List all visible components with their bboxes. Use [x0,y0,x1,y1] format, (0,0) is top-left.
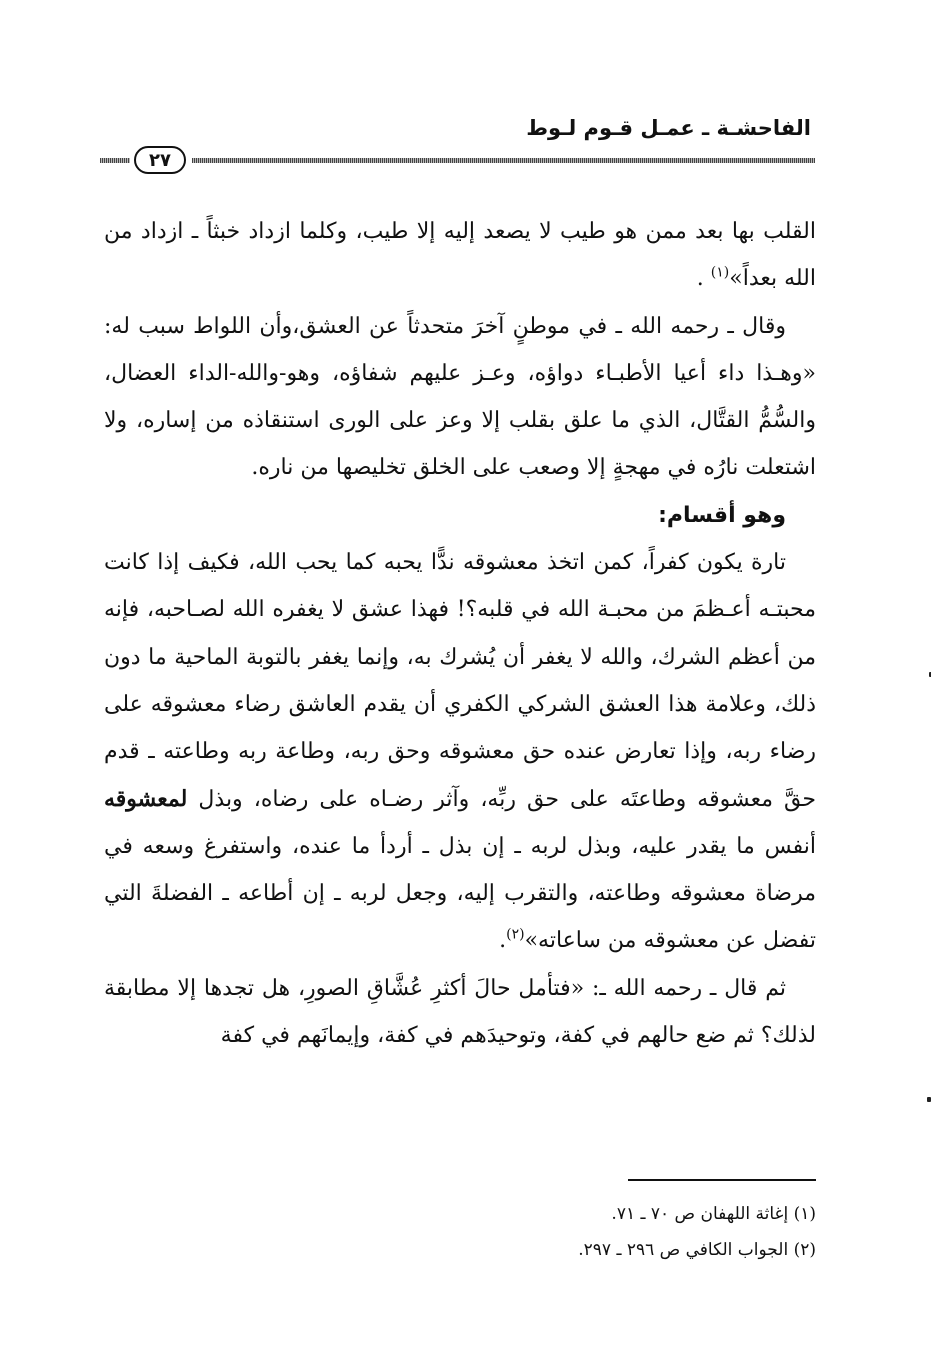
paragraph-1-text: القلب بها بعد ممن هو طيب لا يصعد إليه إلا طيب، وكلما ازداد خبثاً ـ ازداد من الله بعداً» [104,219,816,292]
body-text [104,208,816,1059]
margin-speck-2 [927,1097,931,1102]
header-rule [100,146,815,176]
footnote-1: (١) إغاثة اللهفان ص ٧٠ ـ ٧١. [611,1204,816,1224]
header-rule-right [192,158,815,163]
paragraph-3 [104,539,816,965]
footnotes [400,1196,816,1268]
running-header-title: الفاحشـة ـ عمـل قـوم لـوط [526,116,811,140]
paragraph-4: ثم قال ـ رحمه الله ـ: «فتأمل حالَ أكثرِ عُشَّاقِ الصورِ، هل تجدها إلا مطابقة لذلك؟ ثم ضع حالهم في كفة، وتوحيدَهم في كفة، وإيمانَهم في كفة [104,975,816,1049]
paragraph-3-bold-word: لمعشوقه [104,785,188,812]
footnote-ref-1: (١) [710,264,730,281]
paragraph-3-end: . [499,928,507,954]
paragraph-1-end: . [696,266,704,292]
paragraph-3-text-a: تارة يكون كفراً، كمن اتخذ معشوقه ندًّا يحبه كما يحب الله، فكيف إذا كانت محبتـه أعـظمَ من محبـة الله في قلبه؟! فهذا عشق لا يغفره الله لصـاحبه، فإنه من أعظم الشرك، والله لا يغفر أن يُشرك به، وإنما يغفر بالتوبة الماحية ما دون ذلك، وعلامة هذا العشق الشركي الكفري أن يقدم العاشق رضاء معشوقه على رضاء ربه، وإذا تعارض عنده حق معشوقه وحق ربه، وطاعة ربه وطاعته ـ قدم حقَّ معشوقه وطاعتَه على حق ربِّه، وآثر رضـاه على رضاه، وبذل [104,550,816,812]
paragraph-3-text-b: أنفس ما يقدر عليه، وبذل لربه ـ إن بذل ـ أردأ ما عنده، واستفرغ وسعه في مرضاة معشوقه وطاعته، والتقرب إليه، وجعل لربه ـ إن أطاعه ـ الفضلةَ التي تفضل عن معشوقه من ساعاته» [104,833,816,954]
footnote-2: (٢) الجواب الكافي ص ٢٩٦ ـ ٢٩٧. [578,1240,816,1260]
paragraph-2: وقال ـ رحمه الله ـ في موطنٍ آخرَ متحدثاً عن العشق،وأن اللواط سبب له: «وهـذا داء أعيا الأطبـاء دواؤه، وعـز عليهم شفاؤه، وهو-والله-الداء العضال، والسُّمُّ القتَّال، الذي ما علق بقلب إلا وعز على الورى استنقاذه من إساره، ولا اشتعلت نارُه في مهجةٍ إلا وصعب على الخلق تخليصها من ناره. [104,313,816,481]
footnote-separator [628,1179,816,1181]
header-rule-left [100,158,130,163]
section-heading: وهو أقسام: [658,502,786,528]
paragraph-1 [104,208,816,303]
page-number: ٢٧ [134,146,186,174]
footnote-ref-2: (٢) [506,927,525,944]
